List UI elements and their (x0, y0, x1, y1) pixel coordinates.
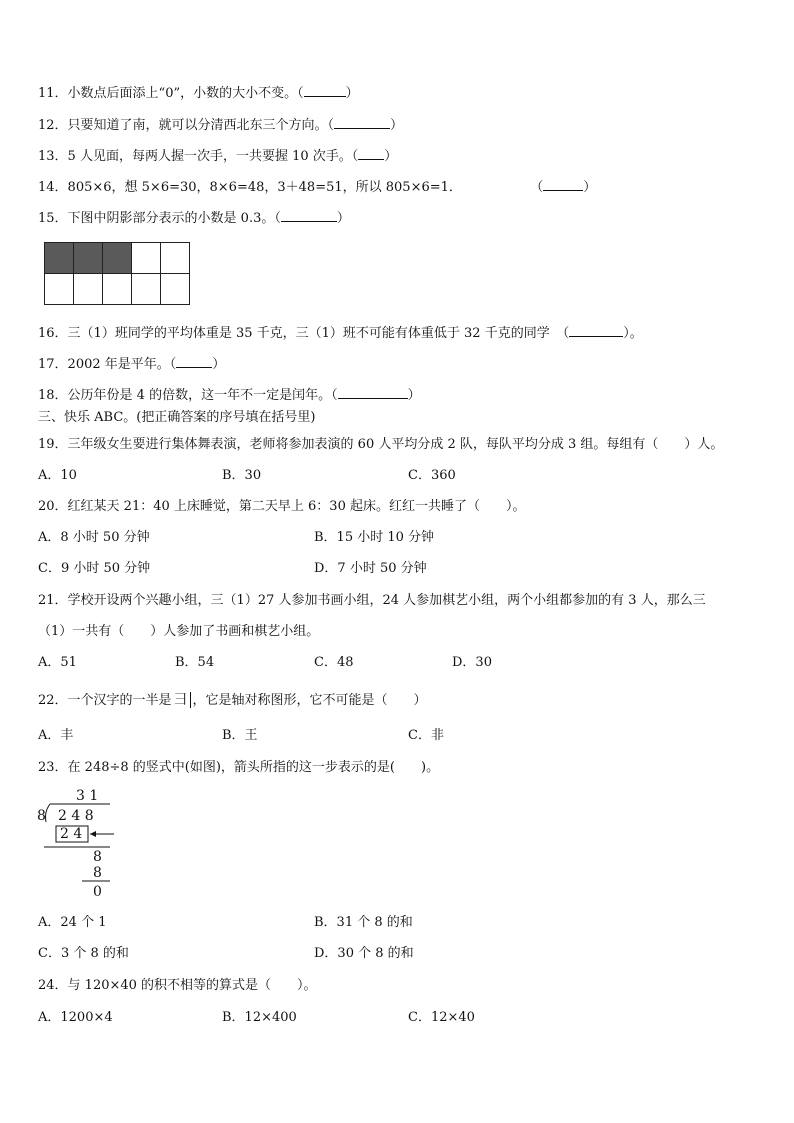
q13: 13．5 人见面，每两人握一次手，一共要握 10 次手。（ ） (38, 149, 398, 164)
divisor: 8 (37, 808, 46, 824)
q21-line-2: （1）一共有（ ）人参加了书画和棋艺小组。 (38, 624, 320, 639)
q12: 12．只要知道了南，就可以分清西北东三个方向。（ ） (38, 118, 404, 133)
q23: 23．在 248÷8 的竖式中(如图)，箭头所指的这一步表示的是( )。 (38, 760, 440, 775)
half-character-glyph: 彐 (174, 692, 191, 708)
q17: 17．2002 年是平年。（ ） (38, 357, 226, 372)
grid-cell (132, 243, 161, 274)
q23-option-a[interactable]: A．24 个 1 (38, 915, 107, 930)
q20: 20．红红某天 21：40 上床睡觉，第二天早上 6：30 起床。红红一共睡了（ ）。 (38, 499, 526, 514)
section-3-heading: 三、快乐 ABC。(把正确答案的序号填在括号里) (38, 410, 316, 425)
q16: 16．三（1）班同学的平均体重是 35 千克，三（1）班不可能有体重低于 32 千克的同学 （ ）。 (38, 326, 643, 341)
q18: 18．公历年份是 4 的倍数，这一年不一定是闰年。（ ） (38, 388, 421, 403)
long-division-figure (36, 786, 126, 904)
grid-cell (161, 243, 190, 274)
q21-option-c[interactable]: C．48 (314, 655, 354, 670)
q24-option-c[interactable]: C．12×40 (408, 1010, 475, 1025)
grid-cell (132, 274, 161, 305)
grid-cell (103, 274, 132, 305)
q24: 24．与 120×40 的积不相等的算式是（ ）。 (38, 978, 317, 993)
q19-option-a[interactable]: A．10 (38, 468, 77, 483)
quotient: 3 1 (76, 788, 99, 804)
q22-option-b[interactable]: B．王 (222, 728, 258, 743)
shaded-grid (44, 242, 190, 305)
q21-option-d[interactable]: D．30 (452, 655, 492, 670)
q22-option-c[interactable]: C．非 (408, 728, 444, 743)
q20-option-b[interactable]: B．15 小时 10 分钟 (314, 530, 435, 545)
step-product-2: 8 (93, 865, 102, 881)
q20-option-d[interactable]: D．7 小时 50 分钟 (314, 561, 427, 576)
q23-option-b[interactable]: B．31 个 8 的和 (314, 915, 413, 930)
q19: 19．三年级女生要进行集体舞表演，老师将参加表演的 60 人平均分成 2 队，每队平均分成 3 组。每组有（ ）人。 (38, 437, 724, 452)
q23-option-d[interactable]: D．30 个 8 的和 (314, 946, 414, 961)
q24-option-b[interactable]: B．12×400 (222, 1010, 297, 1025)
q21-option-a[interactable]: A．51 (38, 655, 77, 670)
q20-option-a[interactable]: A．8 小时 50 分钟 (38, 530, 150, 545)
q19-option-b[interactable]: B．30 (222, 468, 262, 483)
answer-blank[interactable] (358, 147, 384, 160)
q22: 22．一个汉字的一半是 彐 ，它是轴对称图形，它不可能是（ ） (38, 692, 427, 708)
q19-option-c[interactable]: C．360 (408, 468, 456, 483)
grid-cell (161, 274, 190, 305)
step-product: 2 4 (60, 826, 83, 842)
q24-option-a[interactable]: A．1200×4 (38, 1010, 113, 1025)
q14: 14．805×6，想 5×6=30，8×6=48，3＋48=51，所以 805×6=1． （ ） (38, 180, 597, 195)
grid-cell-shaded (45, 243, 74, 274)
answer-blank[interactable] (543, 178, 583, 191)
grid-cell (45, 274, 74, 305)
grid-cell-shaded (74, 243, 103, 274)
dividend: 2 4 8 (58, 808, 94, 824)
q22-option-a[interactable]: A．丰 (38, 728, 74, 743)
answer-blank[interactable] (281, 209, 337, 222)
q11: 11．小数点后面添上“0”，小数的大小不变。（ ） (38, 86, 359, 101)
answer-blank[interactable] (334, 116, 390, 129)
q23-option-c[interactable]: C．3 个 8 的和 (38, 946, 129, 961)
grid-cell-shaded (103, 243, 132, 274)
answer-blank[interactable] (176, 355, 212, 368)
q15: 15．下图中阴影部分表示的小数是 0.3。（ ） (38, 211, 350, 226)
q21-option-b[interactable]: B．54 (175, 655, 215, 670)
remainder: 0 (93, 884, 102, 900)
step-bring-down: 8 (93, 849, 102, 865)
grid-cell (74, 274, 103, 305)
answer-blank[interactable] (569, 324, 623, 337)
q20-option-c[interactable]: C．9 小时 50 分钟 (38, 561, 151, 576)
answer-blank[interactable] (338, 386, 408, 399)
q21-line-1: 21．学校开设两个兴趣小组，三（1）27 人参加书画小组，24 人参加棋艺小组，两个小组都参加的有 3 人，那么三 (38, 593, 706, 608)
answer-blank[interactable] (304, 84, 346, 97)
